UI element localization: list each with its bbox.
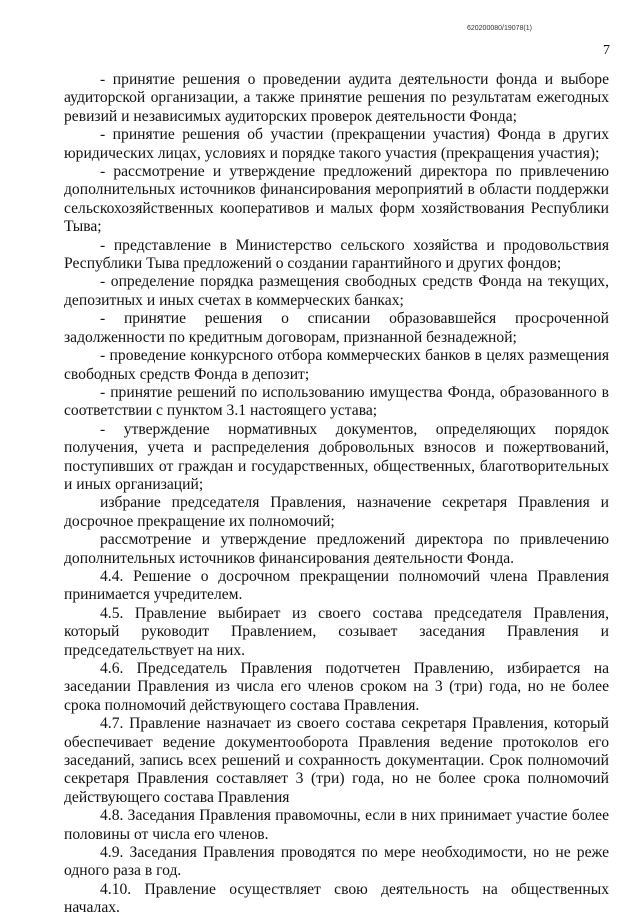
paragraph: 4.10. Правление осуществляет свою деятельность на общественных началах. [64, 880, 609, 917]
paragraph: 4.7. Правление назначает из своего состава секретаря Правления, который обеспечивает ведение документооборота Правления ведение протоколов его заседаний, запись всех решений и сохранность документации. Срок полномочий секретаря Правления составляет 3 (три) года, но не более срока полномочий действующего состава Правления [64, 715, 609, 806]
paragraph: - представление в Министерство сельского хозяйства и продовольствия Республики Тыва предложений о создании гарантийного и других фондов; [64, 236, 609, 273]
paragraph: 4.6. Председатель Правления подотчетен Правлению, избирается на заседании Правления из числа его членов сроком на 3 (три) года, но не более срока полномочий действующего состава Правления. [64, 660, 609, 714]
paragraph: - рассмотрение и утверждение предложений директора по привлечению дополнительных источников финансирования мероприятий в области поддержки сельскохозяйственных кооперативов и малых форм хозяйствования Республики Тыва; [64, 163, 609, 236]
page-number: 7 [603, 43, 610, 58]
paragraph: - принятие решения о проведении аудита деятельности фонда и выборе аудиторской организации, а также принятие решения по результатам ежегодных ревизий и независимых аудиторских проверок деятельности Фонда; [64, 71, 609, 125]
paragraph: 4.5. Правление выбирает из своего состава председателя Правления, который руководит Правлением, созывает заседания Правления и председательствует на них. [64, 604, 609, 659]
paragraph: 4.8. Заседания Правления правомочны, если в них принимает участие более половины от числа его членов. [64, 807, 609, 843]
paragraph: - принятие решения о списании образовавшейся просроченной задолженности по кредитным договорам, признанной безнадежной; [64, 310, 609, 346]
paragraph: 4.4. Решение о досрочном прекращении полномочий члена Правления принимается учредителем. [64, 567, 609, 604]
paragraph: - определение порядка размещения свободных средств Фонда на текущих, депозитных и иных счетах в коммерческих банках; [64, 273, 609, 309]
document-code: 620200080/19078(1) [466, 25, 532, 32]
document-body [64, 71, 609, 918]
paragraph: рассмотрение и утверждение предложений директора по привлечению дополнительных источников финансирования деятельности Фонда. [64, 531, 609, 567]
paragraph: - утверждение нормативных документов, определяющих порядок получения, учета и распределения добровольных взносов и пожертвований, поступивших от граждан и государственных, общественных, благотворительных и иных организаций; [64, 420, 609, 493]
paragraph: 4.9. Заседания Правления проводятся по мере необходимости, но не реже одного раза в год. [64, 844, 609, 880]
paragraph: избрание председателя Правления, назначение секретаря Правления и досрочное прекращение их полномочий; [64, 494, 609, 530]
paragraph: - принятие решения об участии (прекращении участия) Фонда в других юридических лицах, условиях и порядке такого участия (прекращения участия); [64, 126, 609, 162]
paragraph: - проведение конкурсного отбора коммерческих банков в целях размещения свободных средств Фонда в депозит; [64, 347, 609, 383]
paragraph: - принятие решений по использованию имущества Фонда, образованного в соответствии с пунктом 3.1 настоящего устава; [64, 383, 609, 420]
